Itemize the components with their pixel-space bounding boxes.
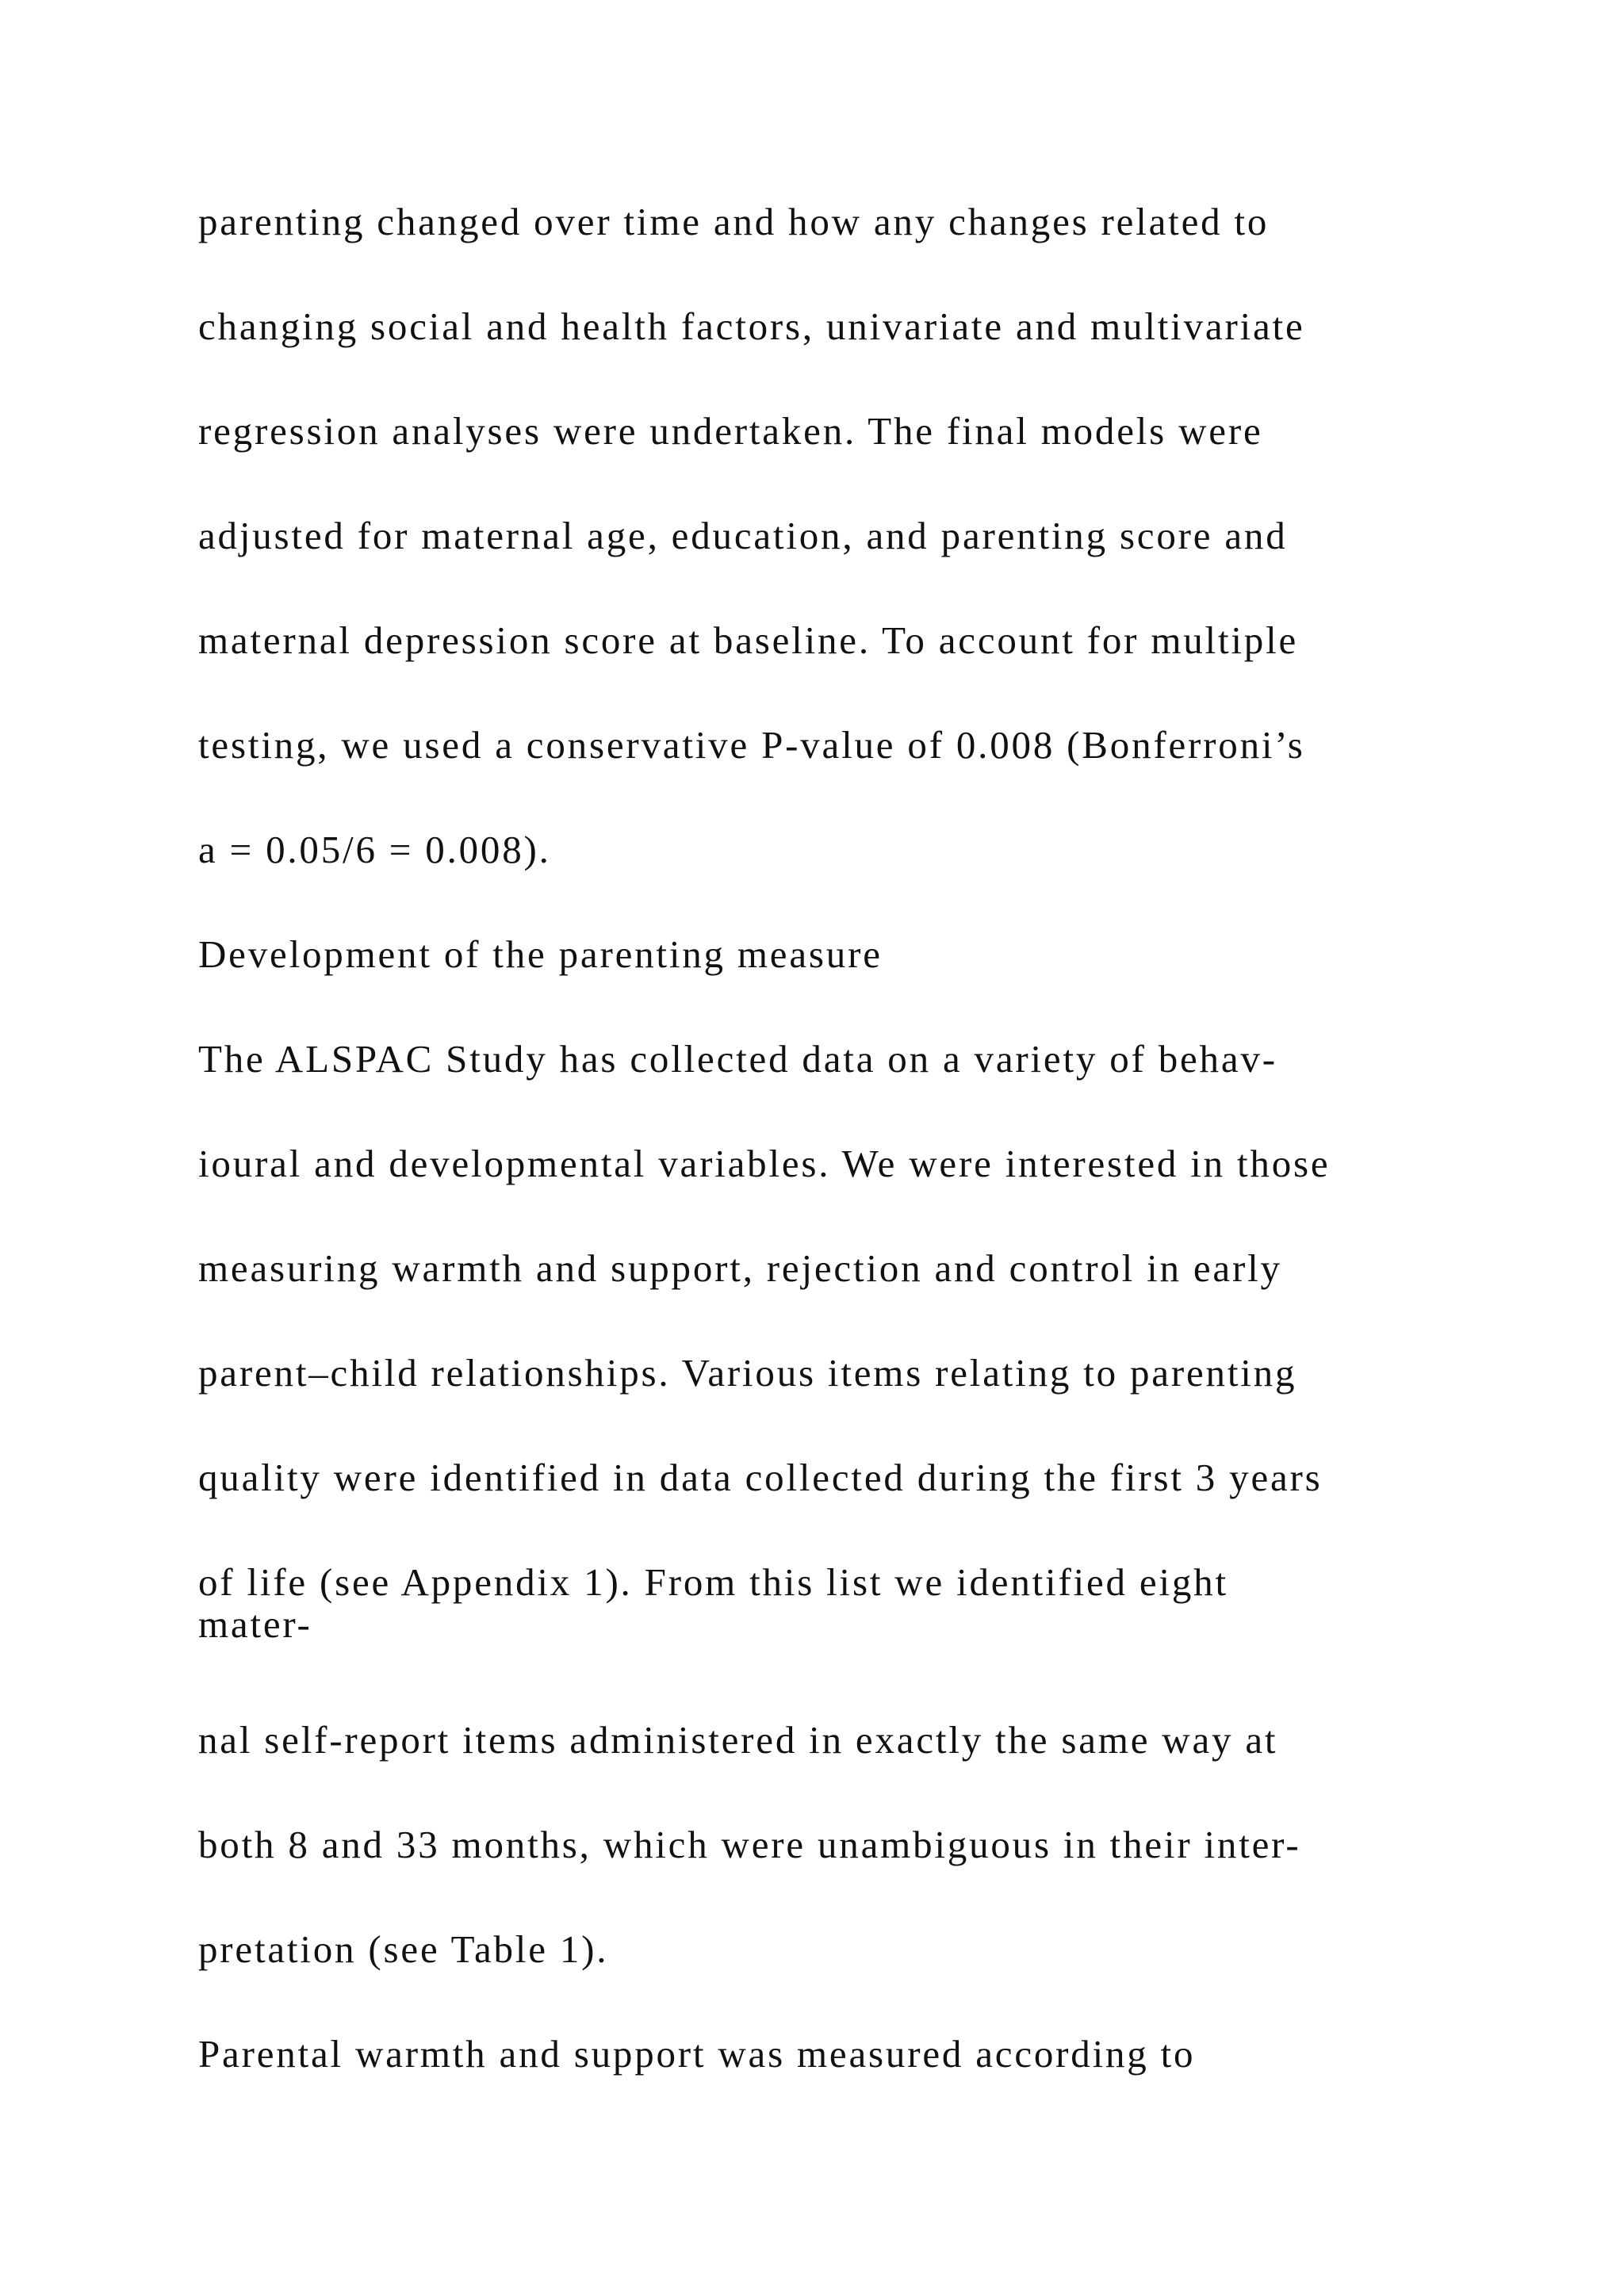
text-line: a = 0.05/6 = 0.008).	[198, 828, 551, 871]
text-line: parenting changed over time and how any changes related to	[198, 200, 1270, 243]
text-line: regression analyses were undertaken. The final models were	[198, 409, 1263, 453]
text-line: measuring warmth and support, rejection and control in early	[198, 1246, 1282, 1290]
text-line: mater-	[198, 1602, 312, 1646]
text-line: maternal depression score at baseline. To account for multiple	[198, 618, 1299, 662]
text-line: adjusted for maternal age, education, and parenting score and	[198, 514, 1288, 557]
text-line: of life (see Appendix 1). From this list we identified eight	[198, 1560, 1228, 1604]
text-line: quality were identified in data collected during the first 3 years	[198, 1456, 1323, 1499]
text-line: Parental warmth and support was measured according to	[198, 2032, 1196, 2076]
text-line: changing social and health factors, univariate and multivariate	[198, 304, 1305, 348]
text-line: ioural and developmental variables. We were interested in those	[198, 1142, 1331, 1185]
text-line: nal self-report items administered in exactly the same way at	[198, 1718, 1278, 1762]
section-heading: Development of the parenting measure	[198, 932, 883, 976]
text-line: The ALSPAC Study has collected data on a variety of behav-	[198, 1037, 1277, 1081]
text-line: testing, we used a conservative P-value of 0.008 (Bonferroni’s	[198, 723, 1305, 767]
text-line: pretation (see Table 1).	[198, 1927, 609, 1971]
text-line: parent–child relationships. Various items relating to parenting	[198, 1351, 1297, 1395]
text-line: both 8 and 33 months, which were unambiguous in their inter-	[198, 1823, 1301, 1866]
